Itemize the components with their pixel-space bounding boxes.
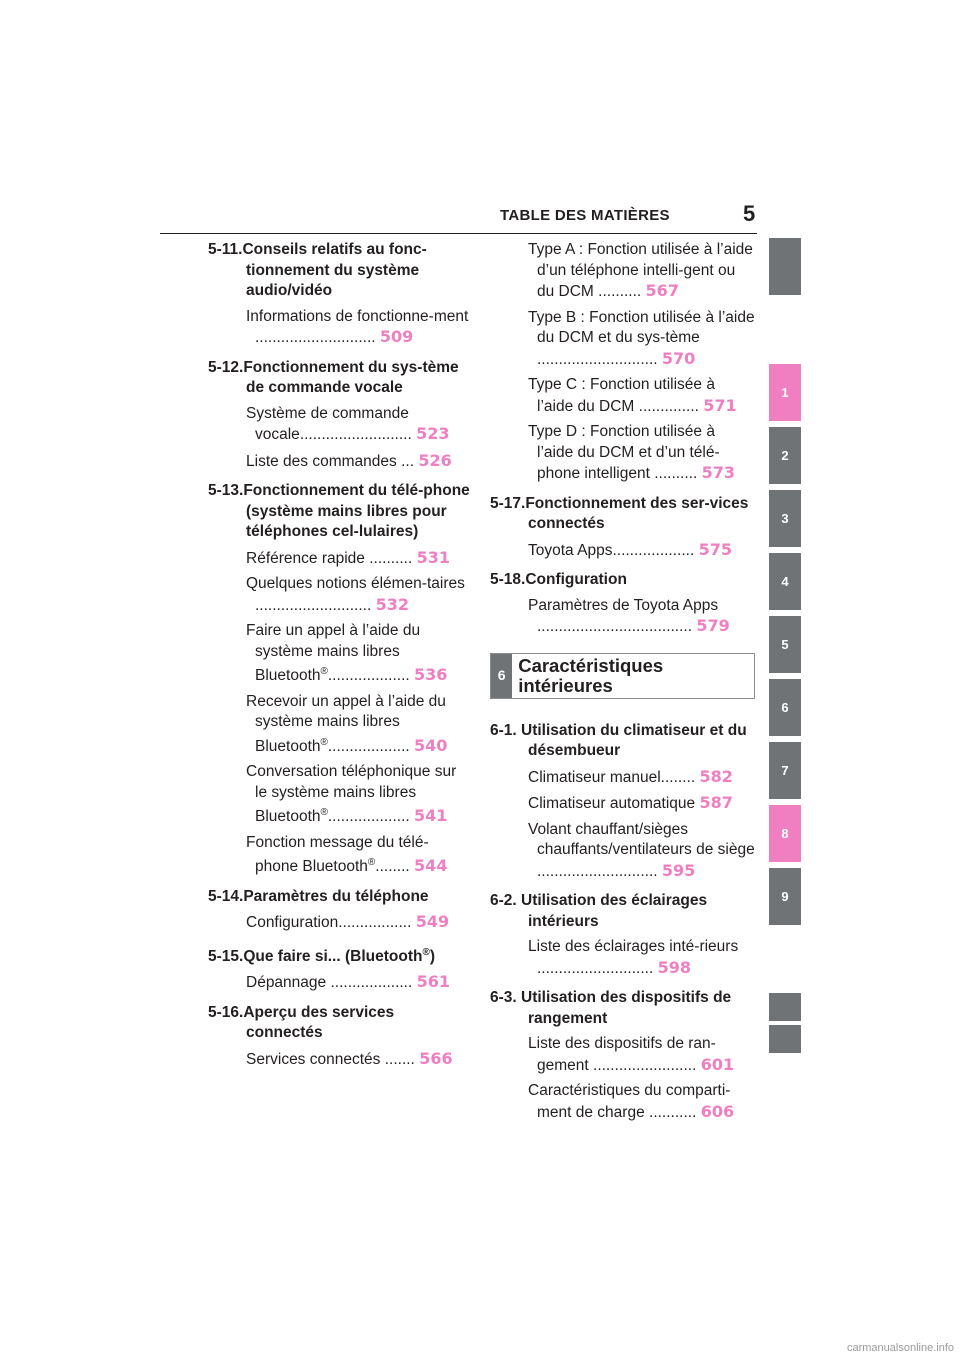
- header-rule: [160, 233, 757, 234]
- toc-entry[interactable]: [246, 307, 470, 349]
- toc-entry[interactable]: [528, 767, 755, 789]
- entry-title: Type D : Fonction utilisée à l’aide du DCM et d’un télé-phone intelligent: [528, 423, 720, 482]
- chapter-tab-7[interactable]: 7: [769, 742, 801, 799]
- entry-title: Configuration: [246, 914, 339, 931]
- entry-title: Recevoir un appel à l’aide du système mains libres Bluetooth: [246, 692, 446, 755]
- section-title: 5-16.Aperçu des services connectés: [208, 1003, 395, 1041]
- toc-entry[interactable]: [528, 375, 755, 417]
- page-link[interactable]: 570: [661, 348, 696, 368]
- entry-title: Toyota Apps: [528, 541, 613, 559]
- section-title: 6-2. Utilisation des éclairages intérieurs: [490, 892, 708, 930]
- toc-entry[interactable]: [246, 574, 470, 616]
- toc-entry[interactable]: [246, 833, 470, 878]
- dot-leaders: .................: [338, 914, 412, 931]
- toc-entry[interactable]: [246, 912, 470, 934]
- entry-title: Volant chauffant/sièges chauffants/ventilateurs de siège: [528, 820, 755, 858]
- toc-section-heading[interactable]: [490, 570, 755, 591]
- chapter-tab-9[interactable]: 9: [769, 868, 801, 925]
- toc-entry[interactable]: [528, 308, 755, 371]
- toc-entry[interactable]: [528, 1081, 755, 1123]
- toc-section-heading[interactable]: [208, 358, 470, 399]
- dot-leaders: ........: [375, 858, 410, 875]
- chapter-number: 6: [491, 654, 512, 698]
- toc-left-column: [208, 240, 470, 1070]
- page-link[interactable]: 595: [661, 860, 696, 880]
- dot-leaders: ............................: [255, 329, 376, 346]
- entry-title: Climatiseur manuel: [528, 768, 661, 786]
- page-link[interactable]: 541: [414, 806, 448, 825]
- page-link[interactable]: 575: [698, 539, 732, 559]
- page-link[interactable]: 544: [414, 856, 448, 875]
- toc-right-column: [490, 240, 755, 1123]
- dot-leaders: ..........: [598, 283, 642, 300]
- toc-entry[interactable]: [528, 240, 755, 303]
- chapter-tab-blank[interactable]: [769, 1025, 801, 1053]
- section-title: 5-12.Fonctionnement du sys-tème de commande vocale: [208, 358, 459, 396]
- toc-entry[interactable]: [246, 1049, 470, 1071]
- chapter-title[interactable]: Caractéristiques intérieures: [518, 654, 664, 696]
- entry-title: Liste des dispositifs de ran-gement: [528, 1035, 716, 1074]
- dot-leaders: ...: [401, 452, 414, 470]
- dot-leaders: ..........................: [299, 426, 412, 443]
- entry-title: Référence rapide: [246, 549, 370, 567]
- dot-leaders: ............................: [537, 862, 658, 880]
- dot-leaders: ...................: [327, 737, 410, 755]
- toc-section-heading[interactable]: [208, 1003, 470, 1044]
- dot-leaders: ...................: [330, 974, 413, 991]
- dot-leaders: ............................: [537, 350, 658, 368]
- page-link[interactable]: 606: [700, 1101, 735, 1121]
- registered-mark: ®: [422, 946, 430, 958]
- page-number: 5: [743, 201, 756, 226]
- toc-entry[interactable]: [246, 762, 470, 828]
- page-link[interactable]: 573: [701, 463, 736, 482]
- dot-leaders: ...........: [649, 1103, 697, 1121]
- page-link[interactable]: 532: [375, 594, 409, 614]
- chapter-tab-5[interactable]: 5: [769, 616, 801, 673]
- entry-title: Système de commande vocale: [246, 404, 409, 443]
- dot-leaders: ...................: [327, 808, 410, 825]
- dot-leaders: ...................: [327, 667, 410, 684]
- section-title-end: ): [429, 947, 436, 965]
- toc-section-heading[interactable]: [208, 481, 470, 543]
- page-link[interactable]: 540: [414, 735, 448, 755]
- toc-entry[interactable]: [528, 422, 755, 485]
- entry-title: Informations de fonctionne-ment: [246, 307, 469, 325]
- entry-title: Quelques notions élémen-taires: [246, 575, 465, 592]
- page-link[interactable]: 582: [699, 766, 733, 786]
- page-link[interactable]: 509: [379, 327, 414, 346]
- toc-entry[interactable]: [246, 548, 470, 570]
- chapter-tab-6[interactable]: 6: [769, 679, 801, 736]
- page-link[interactable]: 566: [419, 1048, 453, 1068]
- section-title: 5-17.Fonctionnement des ser-vices connectés: [490, 494, 749, 532]
- toc-section-heading[interactable]: [490, 988, 755, 1029]
- section-title: 5-18.Configuration: [490, 571, 627, 588]
- toc-entry[interactable]: [246, 621, 470, 687]
- chapter-tab-blank[interactable]: [769, 238, 801, 295]
- toc-section-heading[interactable]: [490, 891, 755, 932]
- entry-title: Climatiseur automatique: [528, 795, 700, 812]
- entry-title: Liste des commandes: [246, 452, 402, 470]
- page-link[interactable]: 549: [415, 912, 450, 931]
- page-link[interactable]: 587: [699, 793, 733, 812]
- dot-leaders: ...................: [612, 541, 695, 559]
- header-title: TABLE DES MATIÈRES: [500, 207, 670, 224]
- section-title: 6-3. Utilisation des dispositifs de rangement: [490, 989, 732, 1027]
- section-title: 5-11.Conseils relatifs au fonc-tionnement du système audio/vidéo: [208, 241, 427, 299]
- section-title: 5-14.Paramètres du téléphone: [208, 887, 429, 905]
- registered-mark: ®: [320, 807, 328, 818]
- entry-title: Services connectés: [246, 1050, 385, 1068]
- chapter-tab-blank[interactable]: [769, 993, 801, 1021]
- page-link[interactable]: 601: [700, 1054, 735, 1074]
- page-link[interactable]: 536: [414, 665, 448, 684]
- toc-entry[interactable]: [246, 972, 470, 994]
- watermark: carmanualsonline.info: [846, 1342, 954, 1354]
- registered-mark: ®: [320, 736, 328, 748]
- page-link[interactable]: 561: [416, 972, 451, 991]
- page-link[interactable]: 598: [657, 957, 691, 977]
- entry-title: Paramètres de Toyota Apps: [528, 596, 719, 614]
- toc-section-heading[interactable]: [490, 721, 755, 762]
- toc-entry[interactable]: [528, 1034, 755, 1076]
- toc-section-heading[interactable]: [208, 887, 470, 908]
- section-title: 5-13.Fonctionnement du télé-phone (système mains libres pour téléphones cel-lulaires): [208, 482, 470, 540]
- chapter-tab-2[interactable]: 2: [769, 427, 801, 484]
- dot-leaders: ..............: [638, 397, 699, 415]
- toc-section-heading[interactable]: [490, 494, 755, 535]
- entry-title: Liste des éclairages inté-rieurs: [528, 938, 739, 955]
- entry-title: Type C : Fonction utilisée à l’aide du DCM: [528, 376, 715, 415]
- dot-leaders: ....................................: [537, 618, 693, 635]
- chapter-heading: [490, 653, 755, 699]
- dot-leaders: ..........: [654, 465, 698, 482]
- registered-mark: ®: [367, 857, 376, 868]
- chapter-tab-3[interactable]: 3: [769, 490, 801, 547]
- toc-entry[interactable]: [528, 820, 755, 883]
- dot-leaders: ..........: [369, 549, 413, 567]
- entry-title: Type A : Fonction utilisée à l’aide d’un téléphone intelli-gent ou du DCM: [528, 241, 753, 300]
- toc-section-heading[interactable]: [208, 943, 470, 968]
- chapter-tab-1[interactable]: 1: [769, 364, 801, 421]
- toc-entry[interactable]: [528, 793, 755, 815]
- dot-leaders: ...........................: [255, 596, 372, 614]
- chapter-tab-4[interactable]: 4: [769, 553, 801, 610]
- dot-leaders: ........................: [593, 1056, 697, 1074]
- entry-title: Conversation téléphonique sur le système mains libres Bluetooth: [246, 763, 457, 825]
- toc-section-heading[interactable]: [208, 240, 470, 302]
- entry-title: Faire un appel à l’aide du système mains libres Bluetooth: [246, 622, 421, 684]
- entry-title: Dépannage: [246, 974, 331, 991]
- section-title: 6-1. Utilisation du climatiseur et du désembueur: [490, 721, 747, 759]
- dot-leaders: ........: [660, 768, 696, 786]
- page-link[interactable]: 531: [416, 547, 451, 567]
- toc-entry[interactable]: [528, 540, 755, 562]
- section-title: 5-15.Que faire si... (Bluetooth: [208, 947, 423, 965]
- page-link[interactable]: 579: [696, 616, 730, 635]
- page-link[interactable]: 523: [416, 424, 450, 443]
- entry-title: Type B : Fonction utilisée à l’aide du DCM et du sys-tème: [528, 308, 755, 346]
- entry-title: Fonction message du télé-phone Bluetooth: [246, 833, 429, 875]
- dot-leaders: .......: [384, 1050, 415, 1068]
- registered-mark: ®: [320, 666, 328, 677]
- toc-entry[interactable]: [528, 596, 755, 638]
- toc-entry[interactable]: [246, 692, 470, 758]
- page-link[interactable]: 526: [418, 450, 452, 470]
- entry-title: Caractéristiques du comparti-ment de charge: [528, 1082, 731, 1121]
- toc-entry[interactable]: [246, 404, 470, 446]
- page-link[interactable]: 571: [703, 395, 737, 415]
- toc-entry[interactable]: [528, 937, 755, 979]
- dot-leaders: ...........................: [537, 959, 654, 977]
- toc-entry[interactable]: [246, 451, 470, 473]
- chapter-tab-8[interactable]: 8: [769, 805, 801, 862]
- page-link[interactable]: 567: [645, 281, 679, 300]
